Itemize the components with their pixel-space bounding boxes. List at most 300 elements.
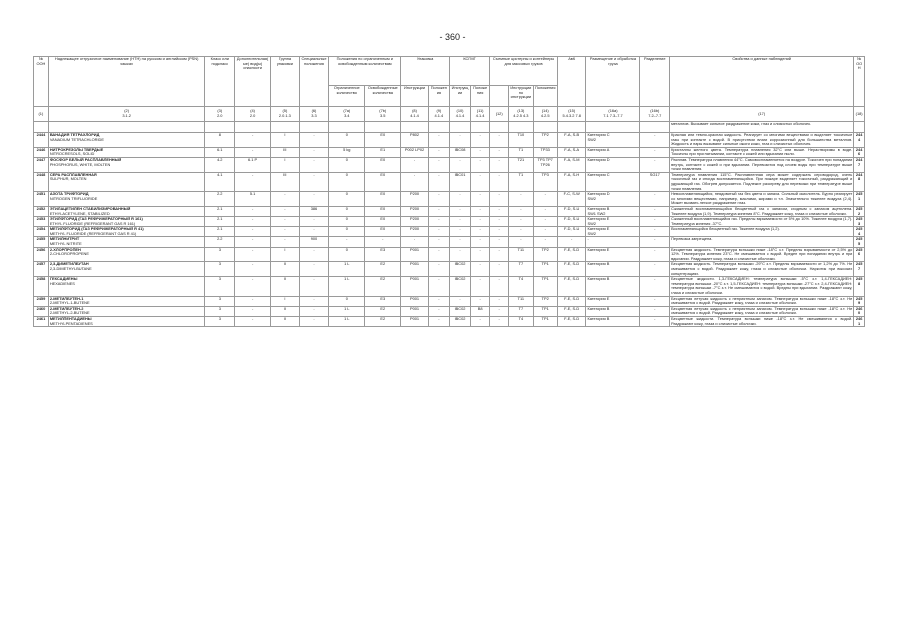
- cell-eq: E1: [365, 147, 401, 157]
- un-number: 2446: [34, 147, 49, 157]
- shipping-name-en: SULPHUR, MOLTEN: [49, 176, 87, 182]
- column-reference: 7.1 7.3–7.7: [603, 113, 623, 118]
- col-header-stowage: Размещение и обработка груза: [586, 57, 640, 107]
- cell-pg: -: [271, 217, 300, 227]
- column-reference: 4.1.4: [434, 113, 444, 118]
- table-row: [34, 316, 865, 326]
- un-number-right: 2459: [854, 296, 865, 306]
- dangerous-goods-list-table: [33, 56, 865, 327]
- cell-sub: 5.1: [235, 192, 271, 207]
- cell-lq: 0: [329, 172, 365, 191]
- col-header-tank: Съемные цистерны и контейнеры для массовых грузов: [490, 57, 558, 86]
- table-row: [34, 217, 865, 227]
- cell-pi: P200: [401, 217, 429, 227]
- un-number-right: 2452: [854, 206, 865, 216]
- cell-tk: -: [490, 192, 509, 207]
- cell-sub: -: [235, 306, 271, 316]
- cell-tk: -: [490, 133, 509, 148]
- un-number-right: 2456: [854, 247, 865, 262]
- cell-lq: 1 L: [329, 306, 365, 316]
- segregation-cell: -: [640, 306, 670, 316]
- shipping-name-en: NITROCRESOLS, SOLID: [49, 151, 95, 157]
- cell-tk: -: [490, 237, 509, 247]
- un-number-right: 2453: [854, 217, 865, 227]
- properties-text: Бесцветная жидкость. Температура вспышки -29°C з.т. Пределы взрываемости от 1,2% до 7%. Не смешивается с водой. Раздражает кожу, глаза и слизистые оболочки. Наркотик при высоких концентрациях.: [671, 261, 853, 276]
- stowage-cell: Категория D: [586, 157, 640, 172]
- segregation-cell: -: [640, 217, 670, 227]
- cell-cls: 6.1: [205, 147, 235, 157]
- cell-tk: -: [490, 157, 509, 172]
- col-header-tank-extra: [490, 86, 509, 107]
- cell-cls: 2.2: [205, 237, 235, 247]
- cell-eq: E0: [365, 172, 401, 191]
- cell-tp: TP1: [533, 277, 557, 296]
- column-number-cell: [271, 107, 300, 122]
- shipping-name-en: 2-CHLOROPROPENE: [49, 251, 89, 257]
- column-number: (2): [124, 108, 130, 114]
- col-header-ibc-prov: Положения: [471, 86, 490, 107]
- segregation-cell: -: [640, 316, 670, 326]
- shipping-name: [48, 306, 205, 316]
- column-reference: 5.4.3.2 7.8: [562, 113, 581, 118]
- shipping-name-en: VANADIUM TETRACHLORIDE: [49, 136, 104, 142]
- stowage-cell: Категория E: [586, 247, 640, 262]
- shipping-name-en: METHYL FLUORIDE (REFRIGERANT GAS R 41): [49, 230, 137, 236]
- un-number: 2456: [34, 247, 49, 262]
- column-reference: 7.2–7.7: [648, 113, 662, 118]
- cell-pp: -: [428, 296, 449, 306]
- column-number: (13): [517, 108, 525, 114]
- cell-pp: -: [428, 277, 449, 296]
- cell-ti: T10: [509, 133, 533, 148]
- cell-sp: -: [299, 147, 329, 157]
- cell-sp: -: [299, 247, 329, 262]
- cell-sp: -: [299, 277, 329, 296]
- column-number: (12): [495, 110, 503, 116]
- cell-sp: -: [299, 262, 329, 277]
- stowage-cell: Категория A: [586, 147, 640, 157]
- column-numbers-row: [34, 107, 865, 122]
- cell-pp: -: [428, 306, 449, 316]
- cell-pp: -: [428, 262, 449, 277]
- properties-text: Невоспламеняющийся, неядовитый газ без цвета и запаха. Сильный окислитель. Бурно реагирует со многими веществами, например, маслами, жирами и т.п. Значительно тяжелее воздуха (2,4). Может вызвать легкое раздражение глаз.: [671, 191, 853, 206]
- cell-cls: 3: [205, 316, 235, 326]
- cell-cls: 2.1: [205, 206, 235, 216]
- un-number: 2454: [34, 227, 49, 237]
- cell-pp: -: [428, 192, 449, 207]
- cell-ems: F-E, S-D: [557, 277, 586, 296]
- cell-cls: 3: [205, 262, 235, 277]
- cell-pg: I: [271, 296, 300, 306]
- column-reference: 3.1.2: [122, 113, 131, 118]
- cell-sp: 900: [299, 237, 329, 247]
- cell-eq: -: [365, 237, 401, 247]
- un-number-right: 2448: [854, 172, 865, 191]
- column-number-cell: [640, 107, 670, 122]
- segregation-cell: -: [640, 206, 670, 216]
- table-row: [34, 227, 865, 237]
- cell-tp: TP1: [533, 262, 557, 277]
- cell-lq: 1 L: [329, 316, 365, 326]
- cell-tp: -: [533, 206, 557, 216]
- column-number: (18): [855, 110, 863, 116]
- cell-pp: -: [428, 227, 449, 237]
- cell-sub: 6.1 P: [235, 157, 271, 172]
- cell-ip: -: [471, 206, 490, 216]
- cell-pi: P001: [401, 247, 429, 262]
- cell-ii: IBC02: [449, 316, 470, 326]
- cell-tk: -: [490, 277, 509, 296]
- col-header-tank-prov: Положения: [533, 86, 557, 107]
- properties-text: Бесцветные жидкости. 1,3-ГЕКСАДИЕН: температура вспышки -5°C з.т. 1,4-ГЕКСАДИЕН: температура вспышки -20°C з.т. 1,5-ГЕКСАДИЕН: температура вспышки -27°C з.т. 2,4-ГЕКСАДИЕН: температура вспышки -7°C з.т. Не смешиваются с водой. Вредны при вдыхании. Раздражают кожу, глаза и слизистые оболочки.: [671, 276, 853, 295]
- properties-text: Сжиженный воспламеняющийся бесцветный газ с запахом, сходным с запахом ацетилена. Тяжелее воздуха (1,9). Температура кипения 8°C. Раздражает кожу, глаза и слизистые оболочки.: [671, 206, 853, 216]
- segregation-cell: -: [640, 157, 670, 172]
- cell-lq: 0: [329, 192, 365, 207]
- column-number: (16b): [650, 108, 660, 114]
- cell-ip: -: [471, 172, 490, 191]
- segregation-cell: -: [640, 247, 670, 262]
- shipping-name-ru: ГЕКСАДИЕНЫ: [49, 276, 78, 282]
- cell-pi: P802: [401, 133, 429, 148]
- column-number: (6): [311, 108, 317, 114]
- cell-lq: 0: [329, 217, 365, 227]
- stowage-cell: -: [586, 237, 640, 247]
- cell-ti: T4: [509, 316, 533, 326]
- cell-lq: 0: [329, 133, 365, 148]
- cell-lq: 5 kg: [329, 147, 365, 157]
- shipping-name-en: ETHYLACETYLENE, STABILIZED: [49, 210, 110, 216]
- cell-sp: -: [299, 172, 329, 191]
- col-header-ibc: КСГМГ: [449, 57, 489, 86]
- cell-tk: -: [490, 247, 509, 262]
- column-number-cell: [490, 107, 509, 122]
- shipping-name-ru: ЭТИЛФТОРИД (ГАЗ РЕФРИЖЕРАТОРНЫЙ R 161): [49, 216, 143, 222]
- column-number-cell: [471, 107, 490, 122]
- cell-ems: -: [557, 237, 586, 247]
- shipping-name: [48, 157, 205, 172]
- col-header-segregation: Разделение: [640, 57, 670, 107]
- cell-pg: I: [271, 133, 300, 148]
- column-reference: 4.1.4: [475, 113, 485, 118]
- cell-tp: TP1: [533, 306, 557, 316]
- un-number-right: 2447: [854, 157, 865, 172]
- un-number: 2444: [34, 133, 49, 148]
- cell-lq: 0: [329, 157, 365, 172]
- cell-sp: -: [299, 296, 329, 306]
- cell-eq: E2: [365, 277, 401, 296]
- column-reference: 2.0: [249, 113, 256, 118]
- cell-pp: -: [428, 133, 449, 148]
- shipping-name-ru: МЕТИЛФТОРИД (ГАЗ РЕФРИЖЕРАТОРНЫЙ R 41): [49, 226, 144, 232]
- column-number: (7a): [343, 108, 351, 114]
- column-number: (15): [568, 108, 576, 114]
- cell-pp: -: [428, 147, 449, 157]
- cell-cls: 3: [205, 247, 235, 262]
- un-number: 2447: [34, 157, 49, 172]
- cell-ti: T7: [509, 262, 533, 277]
- shipping-name-en: ETHYL FLUORIDE (REFRIGERANT GAS R 161): [49, 220, 136, 226]
- col-header-special: Специальные положения: [299, 57, 329, 107]
- cell-ip: -: [471, 277, 490, 296]
- cell-ti: -: [509, 217, 533, 227]
- stowage-cell: Категория D SW2: [586, 192, 640, 207]
- col-header-properties: Свойства и данные наблюдений: [670, 57, 854, 107]
- cell-tp: TP33: [533, 147, 557, 157]
- stowage-cell: Категория C: [586, 172, 640, 191]
- cell-tk: -: [490, 206, 509, 216]
- column-number: (10): [456, 108, 464, 114]
- shipping-name-ru: ВАНАДИЯ ТЕТРАХЛОРИД: [49, 132, 100, 137]
- un-number-right: 2446: [854, 147, 865, 157]
- table-row: [34, 172, 865, 191]
- properties-text: Сжиженный воспламеняющийся газ. Пределы взрываемости от 5% до 10%. Тяжелее воздуха (1,7). Температура кипения -37°C.: [671, 216, 853, 226]
- shipping-name-en: NITROGEN TRIFLUORIDE: [49, 195, 98, 201]
- column-number-cell: [34, 107, 49, 122]
- shipping-name: [48, 247, 205, 262]
- column-number-cell: [235, 107, 271, 122]
- cell-pp: -: [428, 206, 449, 216]
- shipping-name: [48, 147, 205, 157]
- cell-lq: 0: [329, 247, 365, 262]
- cell-ii: IBC02: [449, 277, 470, 296]
- cell-lq: 1 L: [329, 262, 365, 277]
- cell-eq: E0: [365, 206, 401, 216]
- col-header-ems: АвК: [557, 57, 586, 107]
- cell-tp: TP2: [533, 247, 557, 262]
- cell-ii: -: [449, 192, 470, 207]
- cell-cls: 3: [205, 277, 235, 296]
- cell-pp: -: [428, 247, 449, 262]
- cell-pg: II: [271, 277, 300, 296]
- cell-ti: T21: [509, 157, 533, 172]
- cell-pg: -: [271, 206, 300, 216]
- shipping-name: [48, 172, 205, 191]
- continuation-text: металлов. Вызывает сильное раздражение кожи, глаз и слизистых оболочек.: [670, 122, 854, 133]
- un-number: 2448: [34, 172, 49, 191]
- cell-pi: P200: [401, 206, 429, 216]
- stowage-cell: Категория E: [586, 296, 640, 306]
- column-number: (8): [412, 108, 417, 114]
- shipping-name-ru: МЕТИЛПЕНТАДИЕНЫ: [49, 316, 92, 321]
- un-number-right: 2457: [854, 262, 865, 277]
- cell-lq: 1 L: [329, 277, 365, 296]
- cell-sub: -: [235, 262, 271, 277]
- cell-ip: -: [471, 237, 490, 247]
- shipping-name-en: 2-METHYL-1-BUTENE: [49, 300, 90, 306]
- shipping-name-en: METHYL NITRITE: [49, 241, 82, 247]
- column-number: (17): [758, 110, 766, 116]
- column-number-cell: [299, 107, 329, 122]
- cell-sub: -: [235, 217, 271, 227]
- col-header-pack-instr: Инструкции: [401, 86, 429, 107]
- column-number: (1): [38, 110, 44, 116]
- cell-ems: F-E, S-D: [557, 296, 586, 306]
- cell-lq: 0: [329, 296, 365, 306]
- table-row: [34, 157, 865, 172]
- properties-text: Расплав. Температура плавления 44°C. Самовоспламеняется на воздухе. Токсичен при попадании внутрь, контакте с кожей и при вдыхании. Перевозится под слоем воды при температуре выше точки плавления.: [671, 157, 853, 172]
- cell-tp: -: [533, 237, 557, 247]
- table-row: [34, 206, 865, 216]
- cell-ip: -: [471, 247, 490, 262]
- col-header-pack-prov: Положения: [428, 86, 449, 107]
- cell-ii: IBC02: [449, 306, 470, 316]
- col-header-un-right: № ООН: [854, 57, 865, 107]
- cell-tk: -: [490, 147, 509, 157]
- cell-sp: 386: [299, 206, 329, 216]
- cell-pi: P001: [401, 262, 429, 277]
- cell-ti: T4: [509, 277, 533, 296]
- cell-ems: F-E, S-D: [557, 316, 586, 326]
- cell-ti: T1: [509, 147, 533, 157]
- segregation-cell: -: [640, 133, 670, 148]
- cell-ems: F-C, S-W: [557, 192, 586, 207]
- cell-lq: 0: [329, 227, 365, 237]
- cell-sp: -: [299, 227, 329, 237]
- cell-tp: -: [533, 217, 557, 227]
- cell-pg: III: [271, 147, 300, 157]
- shipping-name-en: 2-METHYL-2-BUTENE: [49, 310, 90, 316]
- cell-eq: E3: [365, 296, 401, 306]
- shipping-name-ru: НИТРОКРЕЗОЛЫ ТВЕРДЫЕ: [49, 147, 104, 152]
- cell-sub: -: [235, 277, 271, 296]
- column-number: (3): [217, 108, 223, 114]
- shipping-name: [48, 206, 205, 216]
- shipping-name-ru: 2-МЕТИЛБУТЕН-1: [49, 296, 84, 301]
- shipping-name-en: 2,3-DIMETHYLBUTANE: [49, 266, 92, 272]
- table-row: [34, 192, 865, 207]
- table-row: [34, 262, 865, 277]
- cell-sp: -: [299, 157, 329, 172]
- stowage-cell: Категория B SW1 SW2: [586, 206, 640, 216]
- un-number-right: 2454: [854, 227, 865, 237]
- cell-eq: E0: [365, 217, 401, 227]
- cell-cls: 3: [205, 306, 235, 316]
- cell-sub: -: [235, 227, 271, 237]
- cell-pp: -: [428, 217, 449, 227]
- table-row: [34, 237, 865, 247]
- cell-ti: T11: [509, 247, 533, 262]
- segregation-cell: -: [640, 296, 670, 306]
- column-number-cell: [329, 107, 365, 122]
- cell-ii: -: [449, 133, 470, 148]
- cell-sub: -: [235, 172, 271, 191]
- cell-pg: II: [271, 262, 300, 277]
- column-number: (4): [250, 108, 255, 114]
- segregation-cell: -: [640, 277, 670, 296]
- column-reference: 3.3: [311, 113, 317, 118]
- un-number: 2451: [34, 192, 49, 207]
- column-number: (11): [476, 108, 484, 114]
- cell-pp: -: [428, 157, 449, 172]
- column-number-cell: [365, 107, 401, 122]
- column-number-cell: [533, 107, 557, 122]
- cell-tp: TP2: [533, 296, 557, 306]
- cell-ems: F-A, S-A: [557, 147, 586, 157]
- cell-pi: -: [401, 172, 429, 191]
- col-header-limited: Положения по ограниченным и освобожденным количествам: [329, 57, 401, 86]
- cell-ip: -: [471, 296, 490, 306]
- table-row: [34, 133, 865, 148]
- col-header-class: Класс или подкласс: [205, 57, 235, 107]
- un-number-right: 2444: [854, 133, 865, 148]
- cell-sp: -: [299, 133, 329, 148]
- column-number: (7b): [379, 108, 387, 114]
- page-number: - 360 -: [439, 32, 466, 42]
- column-number-cell: [586, 107, 640, 122]
- col-header-excepted-qty: Освобожденные количества: [365, 86, 401, 107]
- table-row: [34, 277, 865, 296]
- cell-cls: 2.1: [205, 227, 235, 237]
- cell-ti: -: [509, 227, 533, 237]
- cell-cls: 4.2: [205, 157, 235, 172]
- continuation-row: [34, 122, 865, 133]
- cell-ti: T7: [509, 306, 533, 316]
- column-reference: 4.2.5: [540, 113, 550, 118]
- stowage-cell: Категория C SW2: [586, 133, 640, 148]
- table-row: [34, 306, 865, 316]
- cell-ems: F-D, S-U: [557, 206, 586, 216]
- col-header-ibc-instr: Инструкции: [449, 86, 470, 107]
- shipping-name: [48, 316, 205, 326]
- cell-sub: -: [235, 133, 271, 148]
- shipping-name-en: PHOSPHORUS, WHITE, MOLTEN: [49, 161, 111, 167]
- cell-cls: 2.1: [205, 217, 235, 227]
- shipping-name-ru: 2-МЕТИЛБУТЕН-2: [49, 306, 84, 311]
- shipping-name-ru: МЕТИЛНИТРИТ: [49, 236, 80, 242]
- col-header-name: Надлежащее отгрузочное наименование (НТН) на русском и английском (PSN) языках: [48, 57, 205, 107]
- cell-ii: IBC02: [449, 262, 470, 277]
- cell-ip: -: [471, 147, 490, 157]
- cell-ti: -: [509, 206, 533, 216]
- column-reference: 2.0.1.3: [278, 113, 291, 118]
- column-number-cell: [670, 107, 854, 122]
- stowage-cell: Категория E SW2: [586, 227, 640, 237]
- cell-ii: -: [449, 247, 470, 262]
- shipping-name-ru: ЭТИЛАЦЕТИЛЕН СТАБИЛИЗИРОВАННЫЙ: [49, 206, 131, 211]
- cell-tp: TP3 TP7 TP26: [533, 157, 557, 172]
- cell-tp: TP2: [533, 133, 557, 148]
- shipping-name: [48, 237, 205, 247]
- col-header-packing: Упаковка: [401, 57, 450, 86]
- cell-eq: E0: [365, 157, 401, 172]
- cell-pg: I: [271, 247, 300, 262]
- shipping-name-en: HEXADIENES: [49, 280, 75, 286]
- un-number-right: 2458: [854, 277, 865, 296]
- cell-lq: -: [329, 237, 365, 247]
- cell-ip: -: [471, 133, 490, 148]
- cell-cls: 4.1: [205, 172, 235, 191]
- cell-pi: -: [401, 237, 429, 247]
- cell-ii: -: [449, 157, 470, 172]
- shipping-name: [48, 262, 205, 277]
- cell-ii: IBC08: [449, 147, 470, 157]
- cell-tk: -: [490, 296, 509, 306]
- col-header-packing-group: Группа упаковки: [271, 57, 300, 107]
- cell-sp: -: [299, 217, 329, 227]
- cell-pg: II: [271, 316, 300, 326]
- un-number-right: 2455: [854, 237, 865, 247]
- stowage-cell: Категория B: [586, 262, 640, 277]
- cell-ip: -: [471, 192, 490, 207]
- cell-pg: III: [271, 172, 300, 191]
- cell-ems: F-D, S-U: [557, 217, 586, 227]
- column-reference: 4.2.5 4.3: [513, 113, 529, 118]
- segregation-cell: -: [640, 237, 670, 247]
- cell-sp: -: [299, 192, 329, 207]
- cell-tk: -: [490, 172, 509, 191]
- cell-eq: E0: [365, 133, 401, 148]
- cell-pi: P002 LP02: [401, 147, 429, 157]
